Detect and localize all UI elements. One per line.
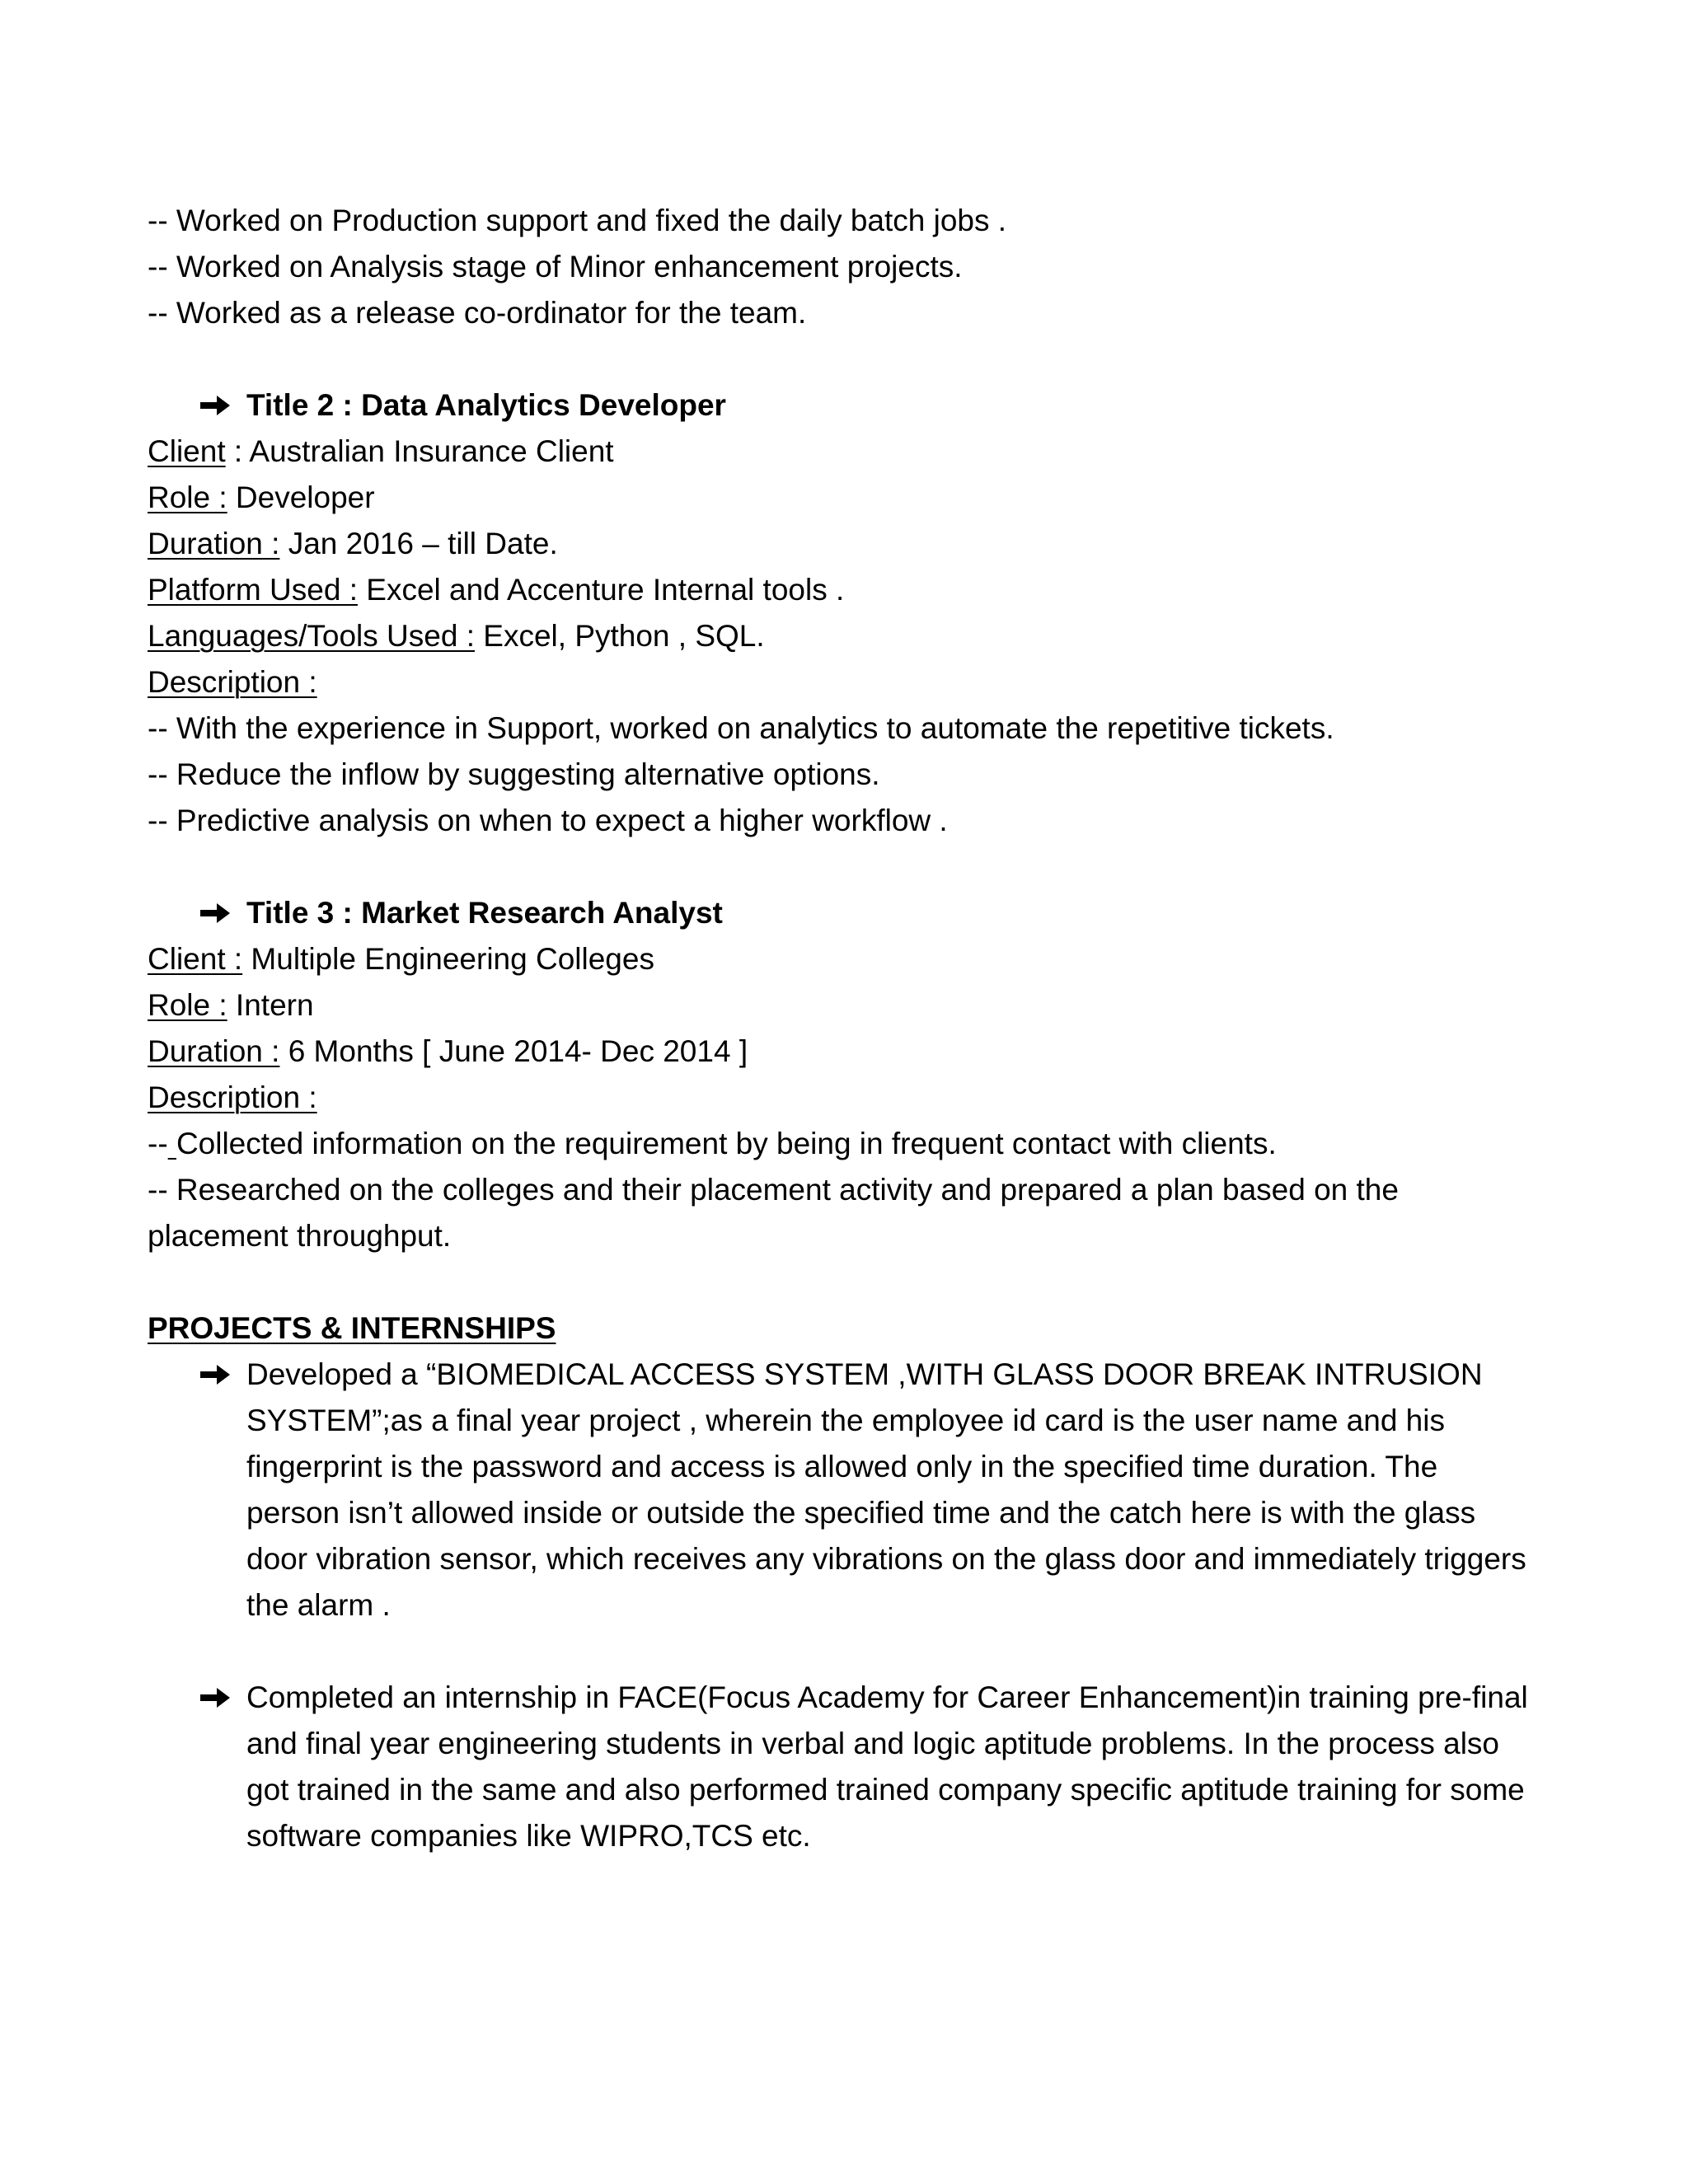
role-label: Role :	[148, 480, 227, 514]
projects-heading: PROJECTS & INTERNSHIPS	[148, 1311, 556, 1345]
title-2-heading: Title 2 : Data Analytics Developer	[246, 388, 726, 422]
description-line: -- With the experience in Support, worked on analytics to automate the repetitive tickets.	[148, 711, 1334, 745]
client-label: Client	[148, 434, 226, 468]
languages-label: Languages/Tools Used :	[148, 619, 475, 653]
platform-value: Excel and Accenture Internal tools .	[357, 573, 845, 607]
project-item-text: Developed a “BIOMEDICAL ACCESS SYSTEM ,WITH GLASS DOOR BREAK INTRUSION SYSTEM”;as a final year project , wherein the employee id card is the user name and his fingerprint is the password and access is allowed only in the specified time duration. The person isn’t allowed inside or outside the specified time and the catch here is with the glass door vibration sensor, which receives any vibrations on the glass door and immediately triggers the alarm .	[246, 1357, 1526, 1622]
description-line-wrapped: -- Researched on the colleges and their placement activity and prepared a plan based on the placement throughput.	[148, 1173, 1399, 1253]
title-3-duration	[148, 1029, 1565, 1075]
client-label: Client :	[148, 942, 243, 976]
title-2-description-label-row	[148, 659, 1565, 705]
description-line	[148, 1121, 1565, 1167]
description-label: Description :	[148, 1080, 317, 1114]
description-line: -- Reduce the inflow by suggesting alternative options.	[148, 757, 880, 791]
title-2-role	[148, 475, 1565, 521]
duration-label: Duration :	[148, 1034, 280, 1068]
intro-line: -- Worked on Production support and fixed the daily batch jobs .	[148, 204, 1007, 237]
role-value: Intern	[227, 988, 314, 1022]
duration-label: Duration :	[148, 527, 280, 560]
role-value: Developer	[227, 480, 375, 514]
description-text: Collected information on the requirement by being in frequent contact with clients.	[176, 1127, 1277, 1160]
title-3-heading: Title 3 : Market Research Analyst	[246, 896, 723, 930]
description-prefix: --	[148, 1127, 168, 1160]
title-3-heading-row	[148, 890, 1565, 936]
project-item	[148, 1352, 1565, 1629]
arrow-bullet-icon	[199, 1675, 246, 1721]
duration-value: Jan 2016 – till Date.	[279, 527, 558, 560]
title-2-languages	[148, 613, 1565, 659]
title-2-platform	[148, 567, 1565, 613]
arrow-bullet-icon	[199, 393, 246, 418]
title-2-client	[148, 429, 1565, 475]
title-3-description-label-row	[148, 1075, 1565, 1121]
resume-page	[148, 198, 1565, 1859]
arrow-bullet-icon	[199, 901, 246, 926]
title-3-role	[148, 982, 1565, 1029]
description-line: -- Predictive analysis on when to expect a higher workflow .	[148, 804, 948, 837]
title-2-heading-row	[148, 382, 1565, 429]
project-item-text: Completed an internship in FACE(Focus Academy for Career Enhancement)in training pre-final and final year engineering students in verbal and logic aptitude problems. In the process also got trained in the same and also performed trained company specific aptitude training for some software companies like WIPRO,TCS etc.	[246, 1680, 1528, 1853]
title-2-duration	[148, 521, 1565, 567]
intro-line: -- Worked as a release co-ordinator for the team.	[148, 296, 807, 330]
languages-value: Excel, Python , SQL.	[475, 619, 765, 653]
arrow-bullet-icon	[199, 1352, 246, 1398]
project-item	[148, 1675, 1565, 1859]
client-value: : Australian Insurance Client	[225, 434, 614, 468]
duration-value: 6 Months [ June 2014- Dec 2014 ]	[279, 1034, 748, 1068]
description-label: Description :	[148, 665, 317, 699]
client-value: Multiple Engineering Colleges	[242, 942, 654, 976]
role-label: Role :	[148, 988, 227, 1022]
description-underlined-space	[168, 1127, 176, 1160]
title-3-client	[148, 936, 1565, 982]
intro-line: -- Worked on Analysis stage of Minor enhancement projects.	[148, 250, 963, 284]
platform-label: Platform Used :	[148, 573, 358, 607]
